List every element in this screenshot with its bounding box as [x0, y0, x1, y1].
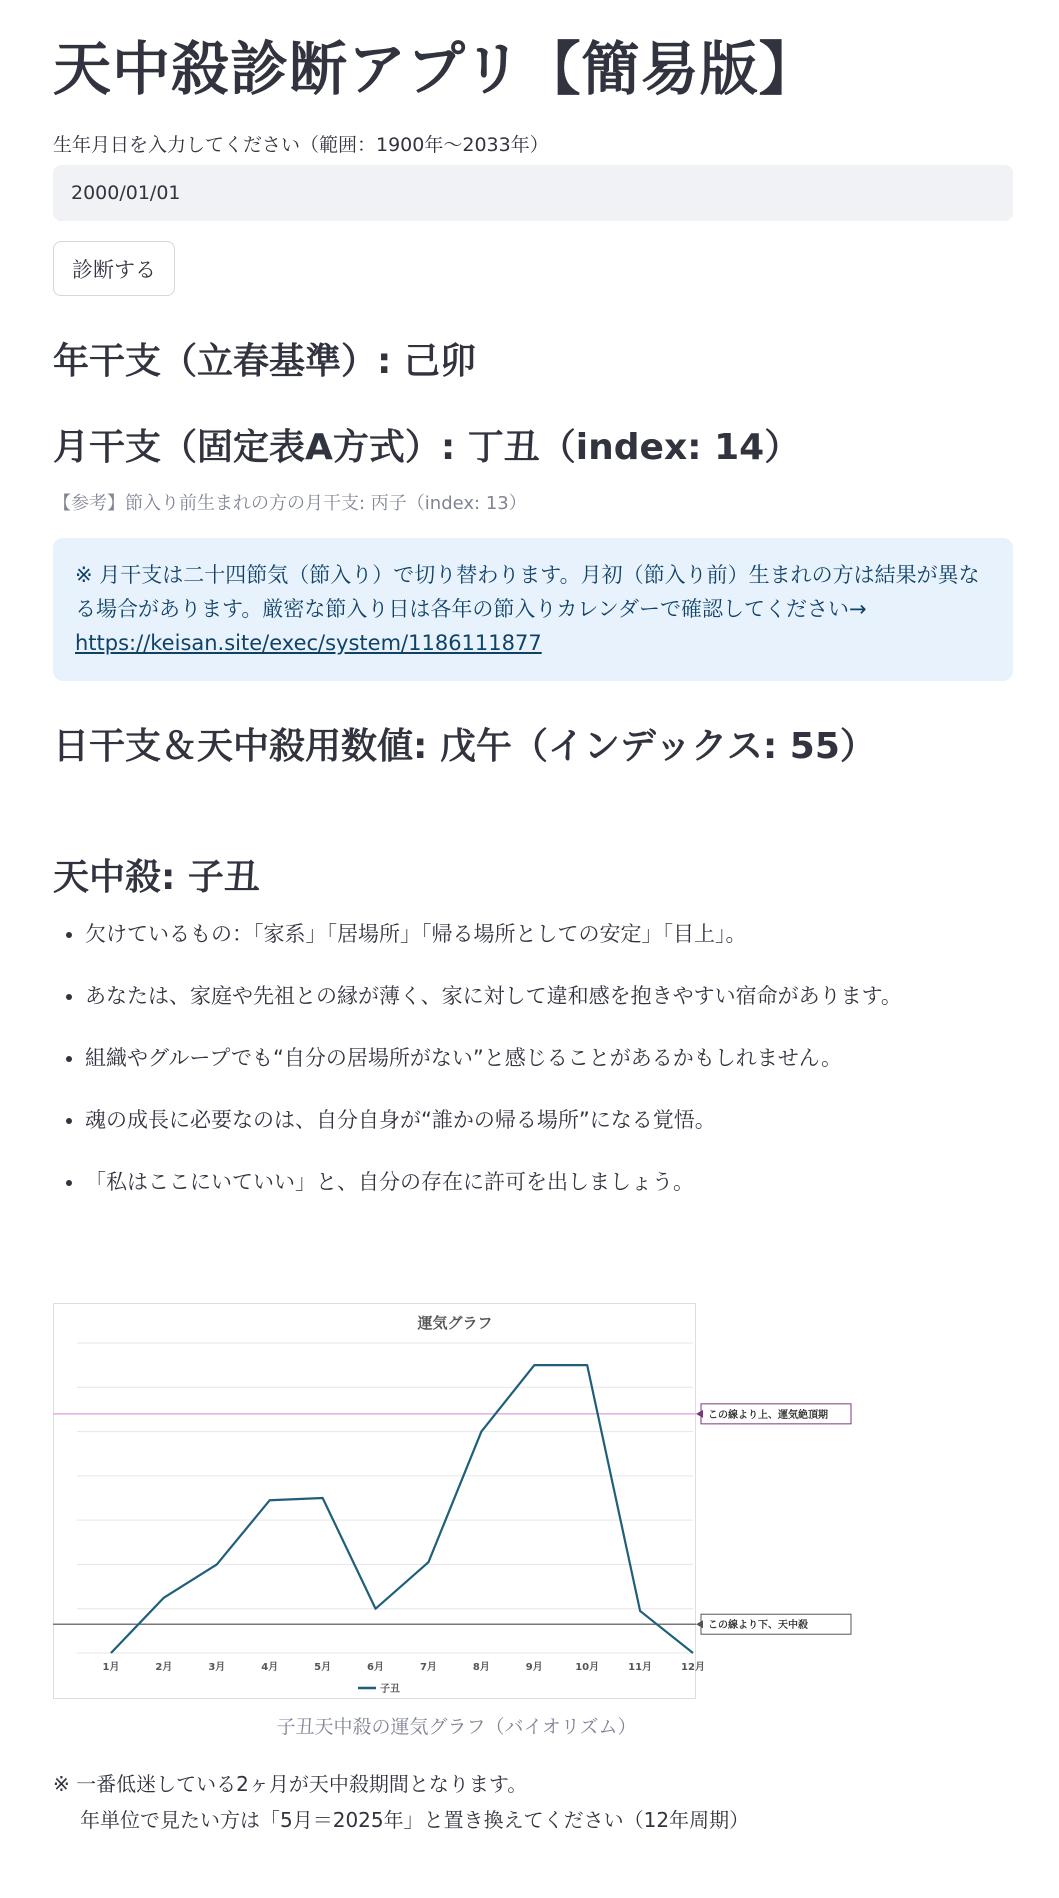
footnote: [53, 1766, 749, 1838]
chart-x-tick-label: 1月: [102, 1662, 120, 1673]
chart-x-tick-label: 2月: [155, 1662, 173, 1673]
tenchusatsu-heading: 天中殺: 子丑: [53, 857, 260, 898]
month-pillar-reference: 【参考】節入り前生まれの方の月干支: 丙子（index: 13）: [53, 493, 527, 514]
chart-x-tick-label: 11月: [628, 1662, 653, 1673]
chart-reference-pointer: [696, 1410, 703, 1418]
chart-title: 運気グラフ: [417, 1314, 493, 1332]
year-pillar-heading: 年干支（立春基準）: 己卯: [53, 341, 476, 382]
info-alert: [53, 538, 1013, 681]
chart-x-tick-label: 5月: [314, 1662, 332, 1673]
list-item: • 魂の成長に必要なのは、自分自身が“誰かの帰る場所”になる覚悟。: [85, 1098, 1045, 1160]
chart-legend-label: 子丑: [380, 1684, 400, 1695]
chart-x-tick-label: 4月: [261, 1662, 279, 1673]
fortune-chart-svg: [53, 1303, 860, 1699]
footnote-line-2: 年単位で見たい方は「5月＝2025年」と置き換えてください（12年周期）: [80, 1808, 750, 1832]
month-pillar-heading: 月干支（固定表A方式）: 丁丑（index: 14）: [53, 427, 801, 468]
birthdate-input[interactable]: [53, 165, 1013, 221]
list-item: • あなたは、家庭や先祖との縁が薄く、家に対して違和感を抱きやすい宿命があります。: [85, 974, 1045, 1036]
chart-reference-label: この線より上、運気絶頂期: [708, 1409, 828, 1421]
day-pillar-heading: 日干支＆天中殺用数値: 戊午（インデックス: 55）: [53, 726, 876, 767]
chart-x-tick-label: 10月: [575, 1662, 600, 1673]
chart-reference-label: この線より下、天中殺: [708, 1620, 808, 1632]
trait-list: [53, 912, 1045, 1222]
chart-reference-pointer: [696, 1620, 703, 1628]
list-item: • 「私はここにいていい」と、自分の存在に許可を出しましょう。: [85, 1160, 1045, 1222]
chart-x-tick-label: 3月: [208, 1662, 226, 1673]
birthdate-label: 生年月日を入力してください（範囲：1900年〜2033年）: [53, 134, 549, 156]
list-item: • 組織やグループでも“自分の居場所がない”と感じることがあるかもしれません。: [85, 1036, 1045, 1098]
chart-x-tick-label: 7月: [419, 1662, 437, 1673]
info-text: ※ 月干支は二十四節気（節入り）で切り替わります。月初（節入り前）生まれの方は結果が異なる場合があります。厳密な節入り日は各年の節入りカレンダーで確認してください→: [75, 563, 980, 621]
page-title: 天中殺診断アプリ【簡易版】: [53, 35, 818, 103]
footnote-line-1: ※ 一番低迷している2ヶ月が天中殺期間となります。: [53, 1772, 528, 1796]
diagnose-button[interactable]: 診断する: [53, 241, 175, 296]
chart-x-tick-label: 12月: [681, 1662, 705, 1673]
keisan-link[interactable]: https://keisan.site/exec/system/1186111877: [75, 631, 542, 655]
fortune-chart: [53, 1303, 860, 1699]
chart-plot-frame: [54, 1304, 696, 1699]
chart-x-tick-label: 6月: [367, 1662, 385, 1673]
chart-x-tick-label: 8月: [472, 1662, 490, 1673]
chart-caption: 子丑天中殺の運気グラフ（バイオリズム）: [276, 1716, 637, 1738]
chart-x-tick-label: 9月: [525, 1662, 543, 1673]
list-item: • 欠けているもの：「家系」「居場所」「帰る場所としての安定」「目上」。: [85, 912, 1045, 974]
